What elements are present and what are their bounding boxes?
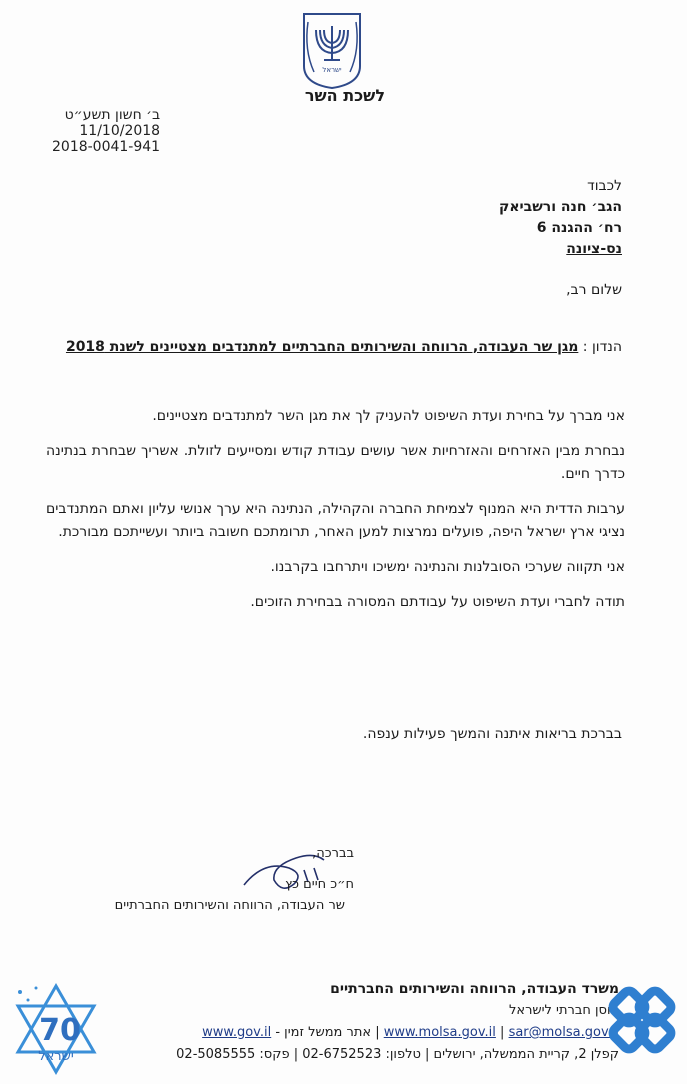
closing-line: בברכת בריאות איתנה והמשך פעילות ענפה. (362, 726, 622, 742)
footer-links: www.molsa.gov.il | sar@molsa.gov.il | אתר ממשל זמין - www.gov.il (202, 1025, 619, 1040)
addressee-block (499, 176, 622, 260)
signature-title: שר העבודה, הרווחה והשירותים החברתיים (114, 898, 345, 913)
footer-address: קפלן 2, קריית הממשלה, ירושלים | טלפון: 02-6752523 | פקס: 02-5085555 (176, 1047, 619, 1062)
subject-title: מגן שר העבודה, הרווחה והשירותים החברתיים למתנדבים מצטיינים לשנת 2018 (65, 339, 579, 355)
hebrew-date: ב׳ חשון תשע״ט (64, 107, 161, 123)
footer-tagline: חוסן חברתי לישראל (509, 1003, 619, 1018)
addressee-city: נס-ציונה (566, 241, 622, 257)
date-block (52, 107, 160, 155)
reference-number: 2018-0041-941 (52, 139, 161, 155)
letter-body (46, 405, 625, 626)
footer-link-gov[interactable]: www.gov.il (202, 1025, 272, 1040)
signature-name: ח״כ חיים כץ (285, 877, 354, 892)
anniversary-word: ישראל (38, 1049, 74, 1064)
body-paragraph-4: אני תקווה שערכי הסובלנות והנתינה ימשיכו ויתרחבו בקרבנו. (270, 559, 625, 575)
emblem-text: ישראל (322, 66, 342, 74)
signature-blessing: בברכה, (312, 846, 354, 861)
body-paragraph-5: תודה לחברי ועדת השיפוט על עבודתם המסורה בבחירת הזוכים. (250, 594, 625, 610)
menorah-emblem-icon (300, 10, 364, 90)
body-paragraph-2: נבחרת מבין האזרחים והאזרחיות אשר עושים עבודת קודש ומסייעים לזולת. אשריך שבחרת בנתינה כדרך חיים. (46, 443, 625, 482)
subject-line (66, 339, 622, 355)
greeting: שלום רב, (566, 282, 622, 298)
footer (176, 978, 619, 1066)
body-paragraph-3: ערבות הדדית היא המנוף לצמיחת החברה והקהילה, הנתינה היא ערך אנושי עליון ואתם המתנדבים נציגי ארץ ישראל היפה, פועלים נמרצות למען האחר, תרומתכם חשובה ביותר ועשייתכם מבורכת. (46, 501, 625, 540)
molsa-logo-icon (606, 984, 678, 1056)
addressee-street: רח׳ ההגנה 6 (536, 220, 622, 236)
footer-ministry: משרד העבודה, הרווחה והשירותים החברתיים (330, 981, 619, 997)
israel-70-logo-icon (6, 980, 106, 1078)
anniversary-number: 70 (39, 1013, 81, 1048)
body-paragraph-1: אני מברך על בחירת ועדת השיפוט להעניק לך את מגן השר למתנדבים מצטיינים. (152, 408, 625, 424)
addressee-to: לכבוד (587, 178, 622, 194)
subject-prefix: הנדון : (582, 339, 622, 355)
footer-link-molsa[interactable]: www.molsa.gov.il (383, 1025, 496, 1040)
addressee-name: הגב׳ חנה ורשביאק (499, 199, 622, 215)
office-name: לשכת השר (304, 86, 385, 105)
footer-accessible-label: אתר ממשל זמין - (275, 1025, 372, 1040)
footer-email-link[interactable]: sar@molsa.gov.il (508, 1025, 619, 1040)
gregorian-date: 11/10/2018 (79, 123, 161, 139)
